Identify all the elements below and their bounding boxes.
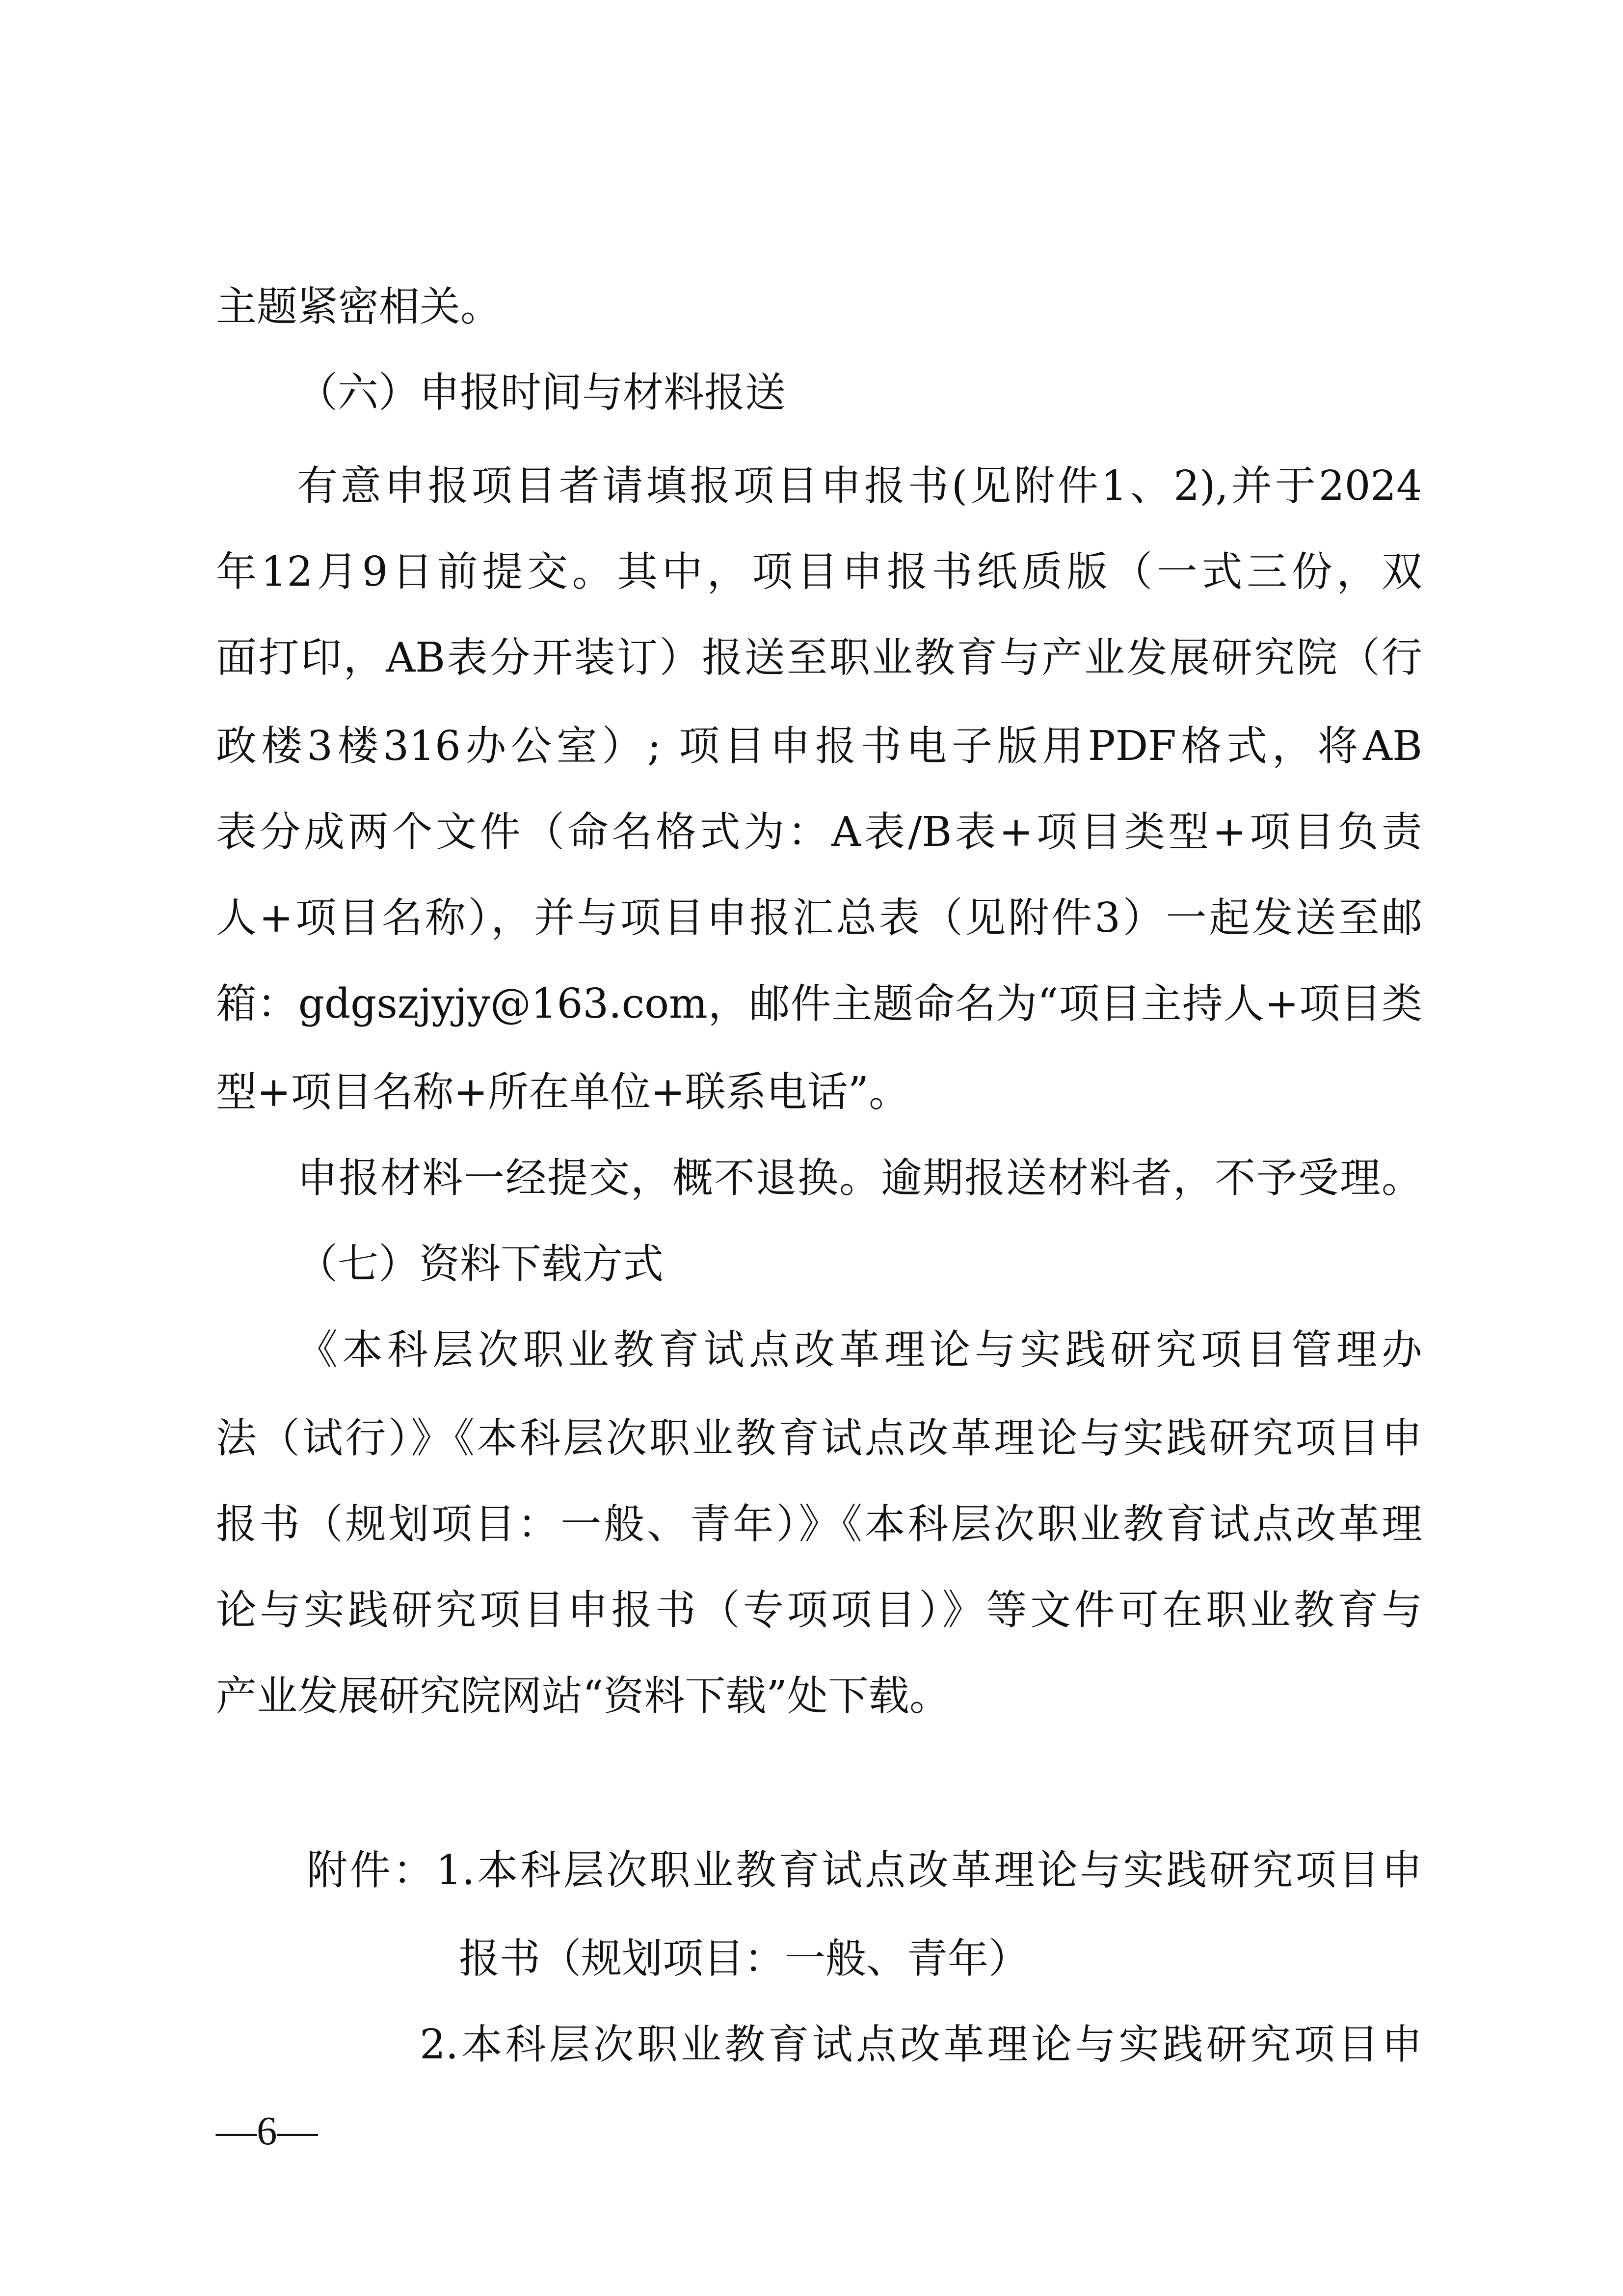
body-line: 人+项目名称），并与项目申报汇总表（见附件3）一起发送至邮 [216,894,1422,942]
attachment-item: 2.本科层次职业教育试点改革理论与实践研究项目申 [420,2021,1422,2068]
body-line: 论与实践研究项目申报书（专项项目）》等文件可在职业教育与 [216,1586,1422,1634]
body-line: 年12月9日前提交。其中，项目申报书纸质版（一式三份，双 [216,548,1422,595]
body-line: 主题紧密相关。 [216,283,501,330]
body-line: 产业发展研究院网站“资料下载”处下载。 [216,1672,950,1720]
attachment-item-continued: 报书（规划项目：一般、青年） [459,1935,1029,1982]
body-line: 报书（规划项目：一般、青年）》《本科层次职业教育试点改革理 [216,1500,1422,1548]
body-line: 面打印，AB表分开装订）报送至职业教育与产业发展研究院（行 [216,634,1422,681]
body-line: 有意申报项目者请填报项目申报书(见附件1、2),并于2024 [297,462,1422,510]
section-heading: （七）资料下载方式 [297,1240,664,1288]
body-line: 政楼3楼316办公室）; 项目申报书电子版用PDF格式，将AB [216,722,1422,770]
body-line: 箱：gdgszjyjy@163.com，邮件主题命名为“项目主持人+项目类 [216,980,1422,1027]
body-line: 型+项目名称+所在单位+联系电话”。 [216,1068,910,1116]
attachment-item: 附件：1.本科层次职业教育试点改革理论与实践研究项目申 [307,1846,1422,1894]
section-heading: （六）申报时间与材料报送 [297,369,786,416]
body-line: 表分成两个文件（命名格式为：A表/B表+项目类型+项目负责 [216,808,1422,856]
body-line: 申报材料一经提交，概不退换。逾期报送材料者，不予受理。 [297,1154,1422,1202]
body-line: 《本科层次职业教育试点改革理论与实践研究项目管理办 [297,1326,1422,1374]
body-line: 法（试行）》《本科层次职业教育试点改革理论与实践研究项目申 [216,1414,1422,1462]
page-number: —6— [216,2108,318,2153]
